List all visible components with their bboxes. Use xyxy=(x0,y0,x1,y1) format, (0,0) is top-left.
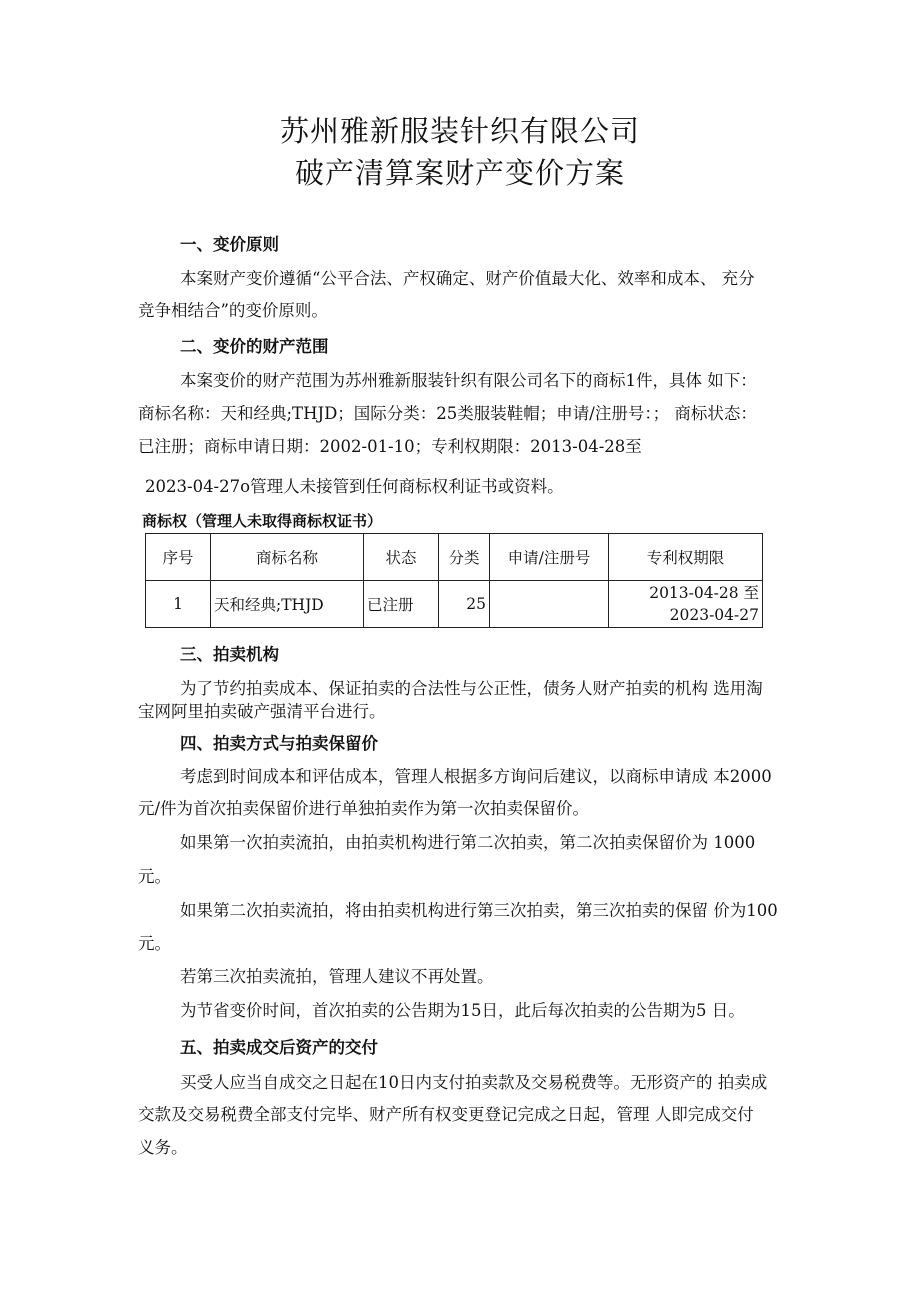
section2-line3: 已注册；商标申请日期：2002-01-10；专利权期限：2013-04-28至 xyxy=(138,437,642,456)
header-reg-no: 申请/注册号 xyxy=(490,534,609,581)
table-header-row xyxy=(146,534,763,581)
trademark-table xyxy=(145,533,763,628)
header-no: 序号 xyxy=(146,534,211,581)
cell-class: 25 xyxy=(439,581,490,628)
table-row xyxy=(146,581,763,628)
document-title-line1: 苏州雅新服装针织有限公司 xyxy=(279,114,640,148)
section-heading-5: 五、拍卖成交后资产的交付 xyxy=(180,1038,378,1057)
document-title-line2: 破产清算案财产变价方案 xyxy=(294,156,625,190)
cell-term-line1: 2013-04-28 至 xyxy=(649,584,759,602)
cell-reg-no xyxy=(490,581,609,628)
section4-p5: 为节省变价时间，首次拍卖的公告期为15日，此后每次拍卖的公告期为5 日。 xyxy=(180,1001,745,1020)
section4-p3-line1: 如果第二次拍卖流拍，将由拍卖机构进行第三次拍卖，第三次拍卖的保留 价为100 xyxy=(180,901,778,920)
header-class: 分类 xyxy=(439,534,490,581)
cell-status: 已注册 xyxy=(364,581,439,628)
section4-p4: 若第三次拍卖流拍，管理人建议不再处置。 xyxy=(180,967,494,986)
section3-line2: 宝网阿里拍卖破产强清平台进行。 xyxy=(138,702,386,721)
section2-line2: 商标名称：天和经典;THJD；国际分类：25类服装鞋帽；申请/注册号：； 商标状态： xyxy=(138,404,757,423)
section1-line1: 本案财产变价遵循“公平合法、产权确定、财产价值最大化、效率和成本、 充分 xyxy=(180,269,755,288)
table-caption: 商标权（管理人未取得商标权证书） xyxy=(142,512,383,530)
section5-line2: 交款及交易税费全部支付完毕、财产所有权变更登记完成之日起，管理 人即完成交付 xyxy=(138,1105,754,1124)
cell-no: 1 xyxy=(146,581,211,628)
section-heading-4: 四、拍卖方式与拍卖保留价 xyxy=(180,734,378,753)
section1-line2: 竞争相结合”的变价原则。 xyxy=(138,301,328,320)
section4-p3-line2: 元。 xyxy=(138,934,171,953)
cell-term xyxy=(609,581,763,628)
section-heading-3: 三、拍卖机构 xyxy=(180,645,279,664)
section4-p2-line1: 如果第一次拍卖流拍，由拍卖机构进行第二次拍卖，第二次拍卖保留价为 1000 xyxy=(180,833,756,852)
cell-name: 天和经典;THJD xyxy=(211,581,364,628)
header-status: 状态 xyxy=(364,534,439,581)
section-heading-2: 二、变价的财产范围 xyxy=(180,337,329,356)
section2-line1: 本案变价的财产范围为苏州雅新服装针织有限公司名下的商标1件，具体 如下： xyxy=(180,371,757,390)
section3-line1: 为了节约拍卖成本、保证拍卖的合法性与公正性，债务人财产拍卖的机构 选用淘 xyxy=(180,679,763,698)
cell-term-line2: 2023-04-27 xyxy=(669,606,759,624)
section5-line3: 义务。 xyxy=(138,1138,188,1157)
section-heading-1: 一、变价原则 xyxy=(180,235,279,254)
section5-line1: 买受人应当自成交之日起在10日内支付拍卖款及交易税费等。无形资产的 拍卖成 xyxy=(180,1073,768,1092)
section2-line4: 2023-04-27o管理人未接管到任何商标权利证书或资料。 xyxy=(145,477,564,496)
section4-p2-line2: 元。 xyxy=(138,867,171,886)
section4-p1-line2: 元/件为首次拍卖保留价进行单独拍卖作为第一次拍卖保留价。 xyxy=(138,799,590,818)
header-term: 专利权期限 xyxy=(609,534,763,581)
header-name: 商标名称 xyxy=(211,534,364,581)
section4-p1-line1: 考虑到时间成本和评估成本，管理人根据多方询问后建议，以商标申请成 本2000 xyxy=(180,767,772,786)
